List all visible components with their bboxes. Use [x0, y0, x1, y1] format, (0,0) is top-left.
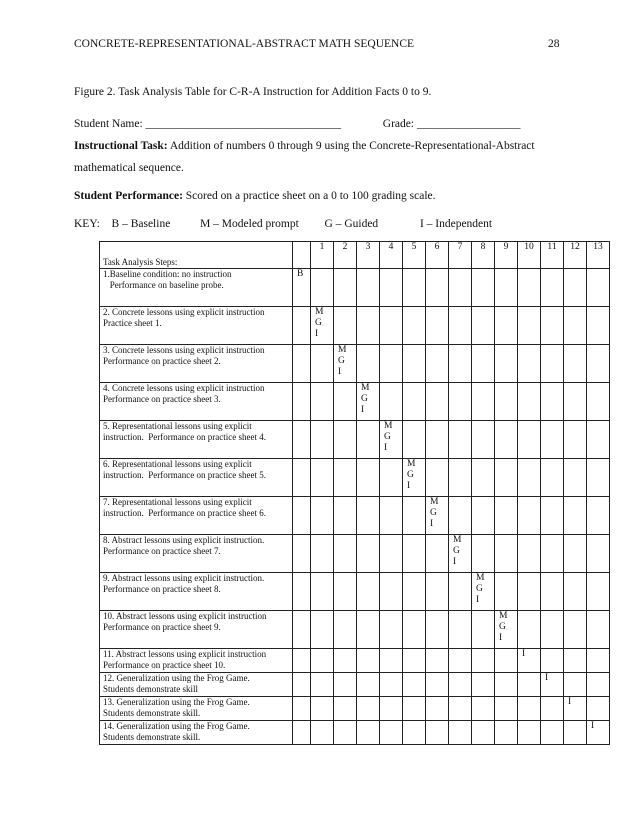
- header-col-8: 8: [472, 242, 495, 269]
- header-col-2: 2: [334, 242, 357, 269]
- empty-cell: [426, 459, 449, 497]
- empty-cell: [357, 459, 380, 497]
- task-step-line2: Performance on practice sheet 10.: [103, 660, 226, 670]
- empty-cell: [518, 673, 541, 697]
- task-step: [100, 269, 293, 307]
- task-step-line1: 9. Abstract lessons using explicit instruction.: [103, 573, 265, 583]
- empty-cell: [311, 721, 334, 745]
- instructional-task-continued: mathematical sequence.: [74, 162, 184, 174]
- empty-cell: [495, 697, 518, 721]
- empty-cell: [311, 573, 334, 611]
- performance-mark: M G I: [472, 573, 495, 611]
- table-row: [100, 673, 610, 697]
- empty-cell: [541, 307, 564, 345]
- empty-cell: [334, 307, 357, 345]
- empty-cell: [357, 269, 380, 307]
- empty-cell: [380, 535, 403, 573]
- header-col-6: 6: [426, 242, 449, 269]
- performance-mark: M G I: [449, 535, 472, 573]
- empty-cell: [311, 269, 334, 307]
- empty-cell: [472, 611, 495, 649]
- empty-cell: [495, 721, 518, 745]
- table-row: [100, 535, 610, 573]
- empty-cell: [518, 697, 541, 721]
- empty-cell: [564, 383, 587, 421]
- task-step-line1: 5. Representational lessons using explicit: [103, 421, 252, 431]
- task-step: [100, 421, 293, 459]
- empty-cell: [587, 673, 610, 697]
- empty-cell: [380, 721, 403, 745]
- empty-cell: [472, 269, 495, 307]
- empty-cell: [311, 421, 334, 459]
- empty-cell: [311, 459, 334, 497]
- empty-cell: [403, 307, 426, 345]
- empty-cell: [334, 573, 357, 611]
- empty-cell: [357, 535, 380, 573]
- empty-cell: [495, 383, 518, 421]
- empty-cell: [293, 611, 311, 649]
- empty-cell: [426, 535, 449, 573]
- empty-cell: [495, 345, 518, 383]
- empty-cell: [426, 345, 449, 383]
- empty-cell: [380, 307, 403, 345]
- empty-cell: [293, 721, 311, 745]
- empty-cell: [357, 649, 380, 673]
- empty-cell: [587, 307, 610, 345]
- empty-cell: [357, 697, 380, 721]
- empty-cell: [564, 421, 587, 459]
- task-step-line1: 8. Abstract lessons using explicit instruction.: [103, 535, 265, 545]
- key-legend: [74, 218, 492, 230]
- performance-mark: I: [518, 649, 541, 673]
- performance-mark: M G I: [403, 459, 426, 497]
- empty-cell: [334, 611, 357, 649]
- performance-mark: M G I: [334, 345, 357, 383]
- empty-cell: [380, 611, 403, 649]
- empty-cell: [293, 459, 311, 497]
- key-label: KEY:: [74, 218, 100, 230]
- empty-cell: [518, 573, 541, 611]
- empty-cell: [334, 497, 357, 535]
- task-step-line1: 11. Abstract lessons using explicit instruction: [103, 649, 267, 659]
- table-row: [100, 421, 610, 459]
- key-independent: I – Independent: [419, 218, 493, 230]
- empty-cell: [564, 307, 587, 345]
- empty-cell: [495, 269, 518, 307]
- performance-mark: M G I: [311, 307, 334, 345]
- task-step-line2: Students demonstrate skill.: [103, 708, 201, 718]
- empty-cell: [380, 697, 403, 721]
- empty-cell: [472, 459, 495, 497]
- empty-cell: [541, 459, 564, 497]
- performance-mark: I: [541, 673, 564, 697]
- empty-cell: [334, 383, 357, 421]
- header-col-9: 9: [495, 242, 518, 269]
- empty-cell: [541, 611, 564, 649]
- empty-cell: [380, 383, 403, 421]
- empty-cell: [587, 649, 610, 673]
- empty-cell: [564, 673, 587, 697]
- empty-cell: [472, 649, 495, 673]
- empty-cell: [449, 421, 472, 459]
- empty-cell: [311, 383, 334, 421]
- empty-cell: [518, 307, 541, 345]
- empty-cell: [357, 611, 380, 649]
- empty-cell: [357, 721, 380, 745]
- empty-cell: [293, 307, 311, 345]
- empty-cell: [357, 573, 380, 611]
- empty-cell: [472, 697, 495, 721]
- empty-cell: [380, 649, 403, 673]
- task-step-line2: instruction. Performance on practice sheet 4.: [103, 432, 266, 442]
- empty-cell: [426, 573, 449, 611]
- empty-cell: [403, 649, 426, 673]
- student-performance-text: Scored on a practice sheet on a 0 to 100 grading scale.: [182, 190, 436, 202]
- table-row: [100, 649, 610, 673]
- empty-cell: [495, 573, 518, 611]
- empty-cell: [449, 673, 472, 697]
- empty-cell: [495, 307, 518, 345]
- empty-cell: [426, 721, 449, 745]
- header-col-5: 5: [403, 242, 426, 269]
- empty-cell: [449, 459, 472, 497]
- task-step: [100, 573, 293, 611]
- table-header-row: [100, 242, 610, 269]
- empty-cell: [403, 673, 426, 697]
- empty-cell: [293, 673, 311, 697]
- empty-cell: [357, 497, 380, 535]
- empty-cell: [472, 421, 495, 459]
- empty-cell: [587, 573, 610, 611]
- task-step: [100, 611, 293, 649]
- empty-cell: [472, 721, 495, 745]
- empty-cell: [426, 673, 449, 697]
- task-step: [100, 345, 293, 383]
- empty-cell: [564, 721, 587, 745]
- performance-mark: I: [564, 697, 587, 721]
- task-step: [100, 535, 293, 573]
- empty-cell: [587, 421, 610, 459]
- header-task-steps: Task Analysis Steps:: [100, 242, 293, 269]
- performance-mark: M G I: [426, 497, 449, 535]
- instructional-task-label: Instructional Task:: [74, 140, 168, 152]
- empty-cell: [357, 345, 380, 383]
- empty-cell: [380, 345, 403, 383]
- student-name-line: [74, 118, 520, 130]
- task-step: [100, 383, 293, 421]
- performance-mark: M G I: [495, 611, 518, 649]
- empty-cell: [449, 307, 472, 345]
- empty-cell: [564, 611, 587, 649]
- empty-cell: [541, 497, 564, 535]
- empty-cell: [403, 573, 426, 611]
- empty-cell: [564, 497, 587, 535]
- task-step-line1: 2. Concrete lessons using explicit instruction: [103, 307, 265, 317]
- task-step-line1: 1.Baseline condition: no instruction: [103, 269, 232, 279]
- empty-cell: [449, 573, 472, 611]
- task-step: [100, 721, 293, 745]
- task-step-line1: 7. Representational lessons using explicit: [103, 497, 252, 507]
- performance-mark: M G I: [380, 421, 403, 459]
- empty-cell: [403, 497, 426, 535]
- task-step-line2: Students demonstrate skill: [103, 684, 198, 694]
- task-step-line2: Performance on practice sheet 2.: [103, 356, 221, 366]
- empty-cell: [403, 721, 426, 745]
- empty-cell: [334, 697, 357, 721]
- empty-cell: [541, 649, 564, 673]
- empty-cell: [541, 383, 564, 421]
- performance-mark: M G I: [357, 383, 380, 421]
- empty-cell: [380, 269, 403, 307]
- empty-cell: [426, 611, 449, 649]
- instructional-task: [74, 140, 535, 152]
- table-row: [100, 573, 610, 611]
- empty-cell: [449, 345, 472, 383]
- empty-cell: [518, 535, 541, 573]
- empty-cell: [311, 673, 334, 697]
- empty-cell: [426, 307, 449, 345]
- empty-cell: [472, 307, 495, 345]
- empty-cell: [311, 697, 334, 721]
- empty-cell: [449, 611, 472, 649]
- task-step-line1: 6. Representational lessons using explicit: [103, 459, 252, 469]
- empty-cell: [495, 421, 518, 459]
- empty-cell: [564, 459, 587, 497]
- task-step-line2: Performance on practice sheet 9.: [103, 622, 221, 632]
- empty-cell: [518, 459, 541, 497]
- empty-cell: [472, 383, 495, 421]
- empty-cell: [426, 421, 449, 459]
- task-step-line2: Practice sheet 1.: [103, 318, 162, 328]
- empty-cell: [334, 459, 357, 497]
- empty-cell: [311, 611, 334, 649]
- header-col-13: 13: [587, 242, 610, 269]
- student-performance-label: Student Performance:: [74, 190, 183, 202]
- empty-cell: [293, 421, 311, 459]
- header-col-12: 12: [564, 242, 587, 269]
- empty-cell: [403, 611, 426, 649]
- empty-cell: [518, 497, 541, 535]
- performance-mark: B: [293, 269, 311, 307]
- empty-cell: [587, 269, 610, 307]
- table-row: [100, 269, 610, 307]
- task-step-line1: 10. Abstract lessons using explicit instruction: [103, 611, 267, 621]
- empty-cell: [518, 611, 541, 649]
- empty-cell: [495, 673, 518, 697]
- empty-cell: [541, 721, 564, 745]
- task-step-line2: Performance on baseline probe.: [103, 280, 224, 290]
- performance-mark: I: [587, 721, 610, 745]
- empty-cell: [403, 383, 426, 421]
- empty-cell: [426, 697, 449, 721]
- table-row: [100, 697, 610, 721]
- empty-cell: [449, 269, 472, 307]
- task-step-line2: Performance on practice sheet 8.: [103, 584, 221, 594]
- empty-cell: [311, 497, 334, 535]
- empty-cell: [293, 345, 311, 383]
- header-col-4: 4: [380, 242, 403, 269]
- task-step-line1: 14. Generalization using the Frog Game.: [103, 721, 250, 731]
- header-col-7: 7: [449, 242, 472, 269]
- task-step: [100, 307, 293, 345]
- empty-cell: [587, 697, 610, 721]
- key-guided: G – Guided: [324, 218, 379, 230]
- task-step: [100, 649, 293, 673]
- table-row: [100, 721, 610, 745]
- task-step-line1: 12. Generalization using the Frog Game.: [103, 673, 250, 683]
- task-step: [100, 459, 293, 497]
- student-performance: [74, 190, 436, 202]
- empty-cell: [334, 269, 357, 307]
- empty-cell: [518, 721, 541, 745]
- empty-cell: [403, 697, 426, 721]
- empty-cell: [472, 345, 495, 383]
- empty-cell: [403, 421, 426, 459]
- task-step-line1: 4. Concrete lessons using explicit instruction: [103, 383, 265, 393]
- empty-cell: [357, 307, 380, 345]
- empty-cell: [311, 345, 334, 383]
- empty-cell: [518, 383, 541, 421]
- empty-cell: [518, 269, 541, 307]
- empty-cell: [472, 497, 495, 535]
- empty-cell: [293, 697, 311, 721]
- empty-cell: [403, 345, 426, 383]
- empty-cell: [293, 497, 311, 535]
- empty-cell: [311, 649, 334, 673]
- empty-cell: [449, 649, 472, 673]
- empty-cell: [403, 269, 426, 307]
- empty-cell: [541, 421, 564, 459]
- empty-cell: [472, 535, 495, 573]
- empty-cell: [564, 345, 587, 383]
- empty-cell: [293, 649, 311, 673]
- empty-cell: [403, 535, 426, 573]
- empty-cell: [564, 573, 587, 611]
- empty-cell: [587, 345, 610, 383]
- empty-cell: [495, 459, 518, 497]
- empty-cell: [380, 459, 403, 497]
- empty-cell: [357, 673, 380, 697]
- key-modeled: M – Modeled prompt: [200, 218, 299, 230]
- table-row: [100, 383, 610, 421]
- empty-cell: [380, 497, 403, 535]
- empty-cell: [357, 421, 380, 459]
- empty-cell: [587, 459, 610, 497]
- empty-cell: [587, 535, 610, 573]
- task-step-line2: instruction. Performance on practice sheet 6.: [103, 508, 266, 518]
- table-row: [100, 459, 610, 497]
- task-analysis-table: [99, 241, 610, 745]
- empty-cell: [495, 497, 518, 535]
- empty-cell: [334, 673, 357, 697]
- running-head: CONCRETE-REPRESENTATIONAL-ABSTRACT MATH SEQUENCE: [74, 38, 415, 50]
- task-step-line2: Performance on practice sheet 7.: [103, 546, 221, 556]
- header-col-1: 1: [311, 242, 334, 269]
- task-step-line1: 3. Concrete lessons using explicit instruction: [103, 345, 265, 355]
- empty-cell: [293, 573, 311, 611]
- header-col-11: 11: [541, 242, 564, 269]
- empty-cell: [311, 535, 334, 573]
- empty-cell: [587, 611, 610, 649]
- header-col-10: 10: [518, 242, 541, 269]
- page-number: 28: [548, 38, 560, 50]
- empty-cell: [293, 535, 311, 573]
- empty-cell: [541, 269, 564, 307]
- empty-cell: [334, 421, 357, 459]
- empty-cell: [564, 535, 587, 573]
- task-step-line1: 13. Generalization using the Frog Game.: [103, 697, 250, 707]
- task-step-line2: Performance on practice sheet 3.: [103, 394, 221, 404]
- task-step-line2: Students demonstrate skill.: [103, 732, 201, 742]
- task-step: [100, 697, 293, 721]
- empty-cell: [449, 721, 472, 745]
- table-row: [100, 497, 610, 535]
- header-blank: [293, 242, 311, 269]
- empty-cell: [587, 497, 610, 535]
- table-row: [100, 345, 610, 383]
- instructional-task-text: Addition of numbers 0 through 9 using the Concrete-Representational-Abstract: [167, 140, 535, 152]
- empty-cell: [541, 573, 564, 611]
- empty-cell: [334, 535, 357, 573]
- empty-cell: [380, 673, 403, 697]
- empty-cell: [426, 383, 449, 421]
- empty-cell: [426, 649, 449, 673]
- empty-cell: [541, 345, 564, 383]
- empty-cell: [495, 535, 518, 573]
- empty-cell: [293, 383, 311, 421]
- empty-cell: [587, 383, 610, 421]
- empty-cell: [518, 345, 541, 383]
- empty-cell: [518, 421, 541, 459]
- empty-cell: [380, 573, 403, 611]
- empty-cell: [449, 383, 472, 421]
- task-step: [100, 673, 293, 697]
- empty-cell: [472, 673, 495, 697]
- empty-cell: [426, 269, 449, 307]
- table-row: [100, 307, 610, 345]
- empty-cell: [449, 497, 472, 535]
- task-step-line2: instruction. Performance on practice sheet 5.: [103, 470, 266, 480]
- empty-cell: [541, 535, 564, 573]
- figure-caption: Figure 2. Task Analysis Table for C-R-A Instruction for Addition Facts 0 to 9.: [74, 86, 432, 98]
- task-step: [100, 497, 293, 535]
- student-name-label: Student Name: __________________________________: [74, 118, 342, 130]
- empty-cell: [564, 269, 587, 307]
- empty-cell: [334, 721, 357, 745]
- table-row: [100, 611, 610, 649]
- grade-label: Grade: __________________: [382, 118, 521, 130]
- empty-cell: [541, 697, 564, 721]
- empty-cell: [564, 649, 587, 673]
- empty-cell: [334, 649, 357, 673]
- key-baseline: B – Baseline: [111, 218, 171, 230]
- header-col-3: 3: [357, 242, 380, 269]
- empty-cell: [449, 697, 472, 721]
- empty-cell: [495, 649, 518, 673]
